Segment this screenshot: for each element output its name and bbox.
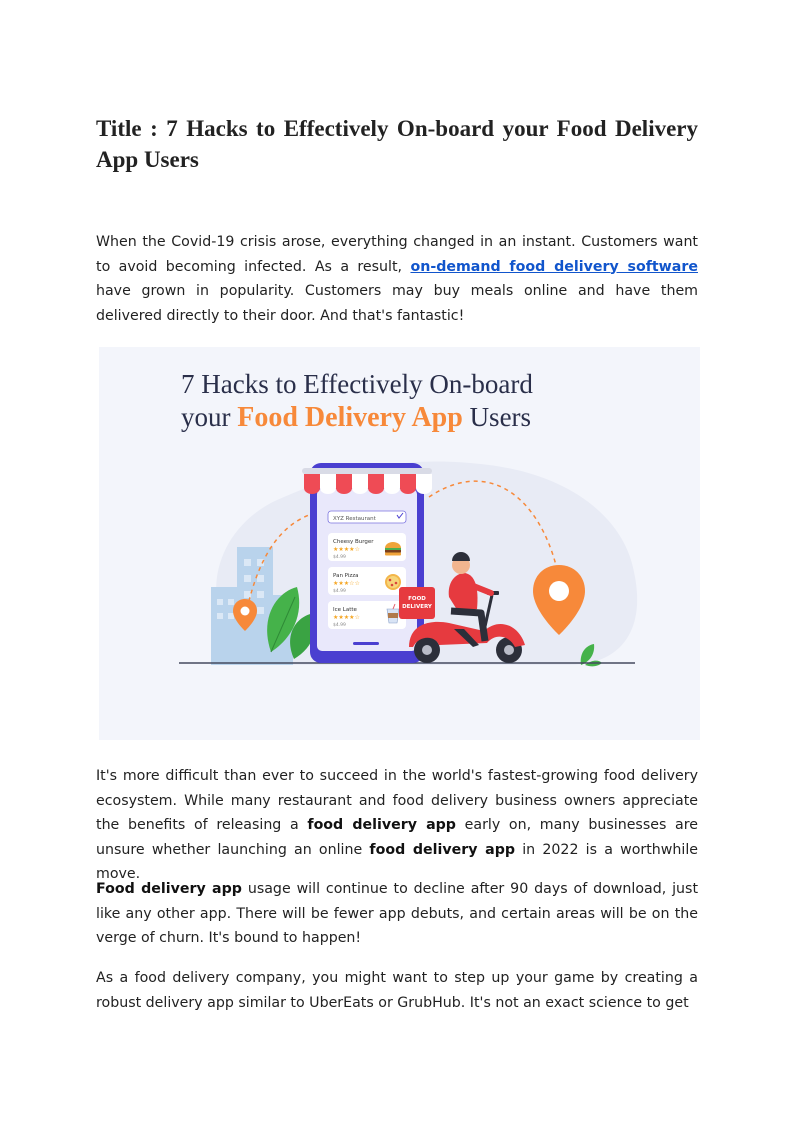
intro-text-1: When the Covid-19 crisis arose, everything changed in an instant. Customers want to avoid becoming infected. As a result,: [96, 234, 698, 275]
hero-headline-line1: 7 Hacks to Effectively On-board: [181, 369, 533, 399]
food-delivery-software-link[interactable]: on-demand food delivery software: [410, 258, 698, 275]
eco-text-3: in 2022 is a worthwhile move.: [96, 841, 698, 882]
menu-item-3-name: Ice Latte: [333, 607, 357, 613]
restaurant-search-text: XYZ Restaurant: [333, 516, 376, 522]
phone-home-bar: [353, 642, 379, 645]
burger-icon: [385, 542, 401, 556]
paragraph-ecosystem: [96, 764, 698, 887]
building-1: [211, 587, 241, 665]
hero-headline-line2: [181, 402, 531, 433]
paragraph-usage: [96, 877, 698, 951]
eco-bold-2: food delivery app: [369, 841, 516, 858]
delivery-box-label-2: DELIVERY: [402, 604, 432, 610]
eco-text-1: It's more difficult than ever to succeed in the world's fastest-growing food delivery ecosystem. While many restaurant and food delivery business owners appreciate the benefits of releasing a: [96, 768, 698, 833]
usage-bold: Food delivery app: [96, 881, 242, 897]
hero-headline-your: your: [181, 402, 238, 432]
menu-item-2-stars-icon: ★★★☆☆: [333, 580, 360, 587]
hero-headline-highlight: Food Delivery App: [237, 402, 463, 433]
paragraph-company: [96, 966, 698, 1015]
paragraph-intro: [96, 230, 698, 328]
eco-text-2: early on, many businesses are unsure whether launching an online: [96, 817, 698, 858]
usage-text: usage will continue to decline after 90 days of download, just like any other app. There will be fewer app debuts, and certain areas will be on the verge of churn. It's bound to happen!: [96, 881, 699, 946]
hero-illustration: [99, 347, 700, 740]
menu-item-1-stars-icon: ★★★★☆: [333, 546, 360, 553]
delivery-box-label-1: FOOD: [408, 596, 426, 602]
intro-text-2: have grown in popularity. Customers may buy meals online and have them delivered directly to their door. And that's fantastic!: [96, 283, 698, 324]
menu-item-3-stars-icon: ★★★★☆: [333, 614, 360, 621]
hero-headline-users: Users: [462, 402, 532, 432]
menu-item-1-name: Cheesy Burger: [333, 539, 374, 545]
hero-svg: [99, 347, 700, 740]
menu-item-1-price: $4.99: [333, 555, 346, 560]
pizza-icon: [385, 574, 401, 590]
shop-awning: [302, 468, 432, 494]
menu-item-2-price: $4.99: [333, 589, 346, 594]
page-title: Title : 7 Hacks to Effectively On-board your Food Delivery App Users: [96, 116, 698, 172]
delivery-box: [399, 587, 435, 619]
menu-item-2-name: Pan Pizza: [333, 573, 359, 579]
menu-item-3-price: $4.99: [333, 623, 346, 628]
company-text: As a food delivery company, you might want to step up your game by creating a robust delivery app similar to UberEats or GrubHub. It's not an exact science to get: [96, 970, 698, 1011]
eco-bold-1: food delivery app: [307, 817, 456, 833]
